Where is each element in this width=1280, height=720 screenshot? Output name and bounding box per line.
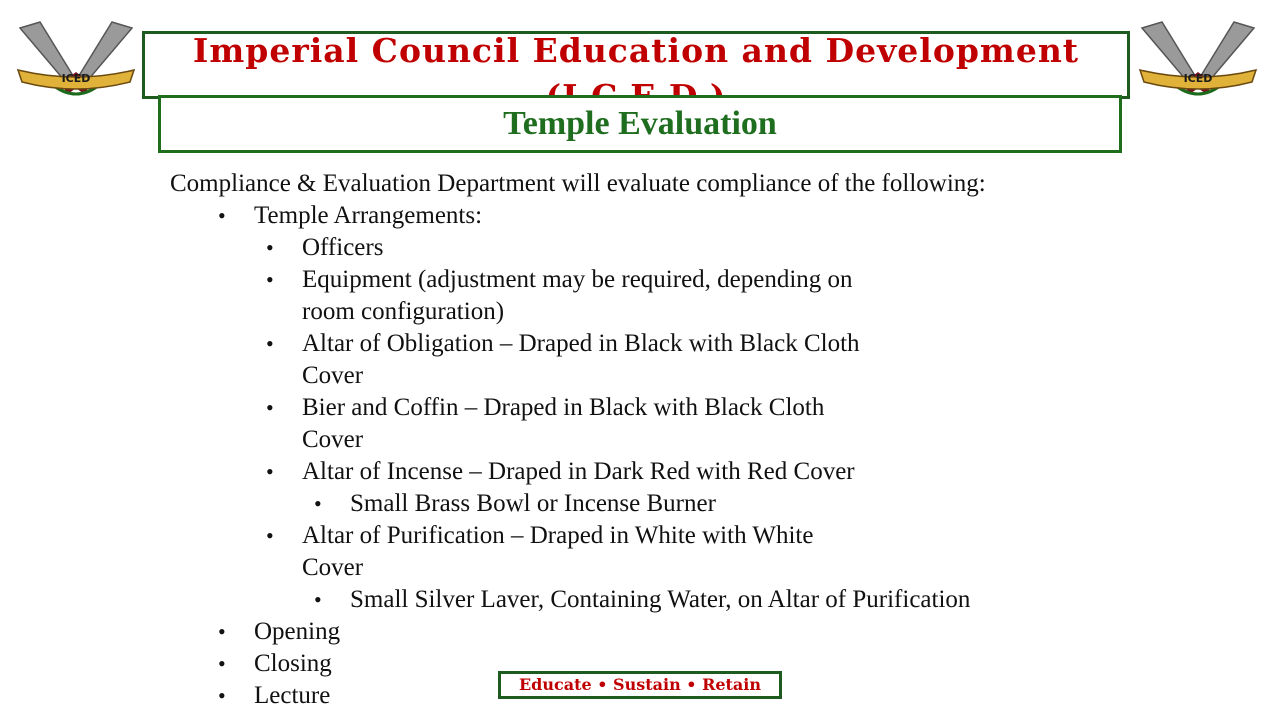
list-item bbox=[170, 392, 862, 456]
bullet-icon: • bbox=[218, 619, 226, 644]
slide-subtitle: Temple Evaluation bbox=[503, 105, 777, 142]
list-item bbox=[170, 616, 1170, 648]
list-item-text: Altar of Purification – Draped in White with White Cover bbox=[302, 522, 814, 581]
footer-tagline: Educate • Sustain • Retain bbox=[498, 671, 782, 699]
bullet-icon: • bbox=[266, 235, 274, 260]
list-item-text: Officers bbox=[302, 234, 384, 261]
list-item bbox=[170, 520, 862, 584]
list-item bbox=[170, 232, 862, 264]
bullet-icon: • bbox=[266, 395, 274, 420]
list-item-text: Altar of Incense – Draped in Dark Red with Red Cover bbox=[302, 458, 855, 485]
bullet-icon: • bbox=[218, 203, 226, 228]
list-item bbox=[170, 584, 1170, 616]
bullet-icon: • bbox=[314, 587, 322, 612]
list-item bbox=[170, 200, 1170, 232]
list-item bbox=[170, 264, 862, 328]
list-item-text: Bier and Coffin – Draped in Black with Black Cloth Cover bbox=[302, 394, 825, 453]
list-item bbox=[170, 328, 862, 392]
slide-content bbox=[170, 168, 1170, 712]
list-item-text: Altar of Obligation – Draped in Black with Black Cloth Cover bbox=[302, 330, 860, 389]
list-item bbox=[170, 456, 862, 488]
list-item-text: Opening bbox=[254, 618, 341, 645]
subtitle-banner bbox=[158, 95, 1122, 153]
list-item-text: Lecture bbox=[254, 682, 331, 709]
page-title: Imperial Council Education and Development bbox=[192, 31, 1080, 70]
logo-text: ICED bbox=[1183, 72, 1213, 85]
iced-logo-left bbox=[14, 20, 138, 102]
list-item-text: Closing bbox=[254, 650, 332, 677]
bullet-icon: • bbox=[266, 267, 274, 292]
list-item-text: Temple Arrangements: bbox=[254, 202, 483, 229]
iced-logo-right bbox=[1136, 20, 1260, 102]
title-banner bbox=[142, 31, 1130, 99]
bullet-list bbox=[170, 200, 1170, 712]
list-item-text: Equipment (adjustment may be required, depending on room configuration) bbox=[302, 266, 853, 325]
bullet-icon: • bbox=[314, 491, 322, 516]
list-item bbox=[170, 488, 1170, 520]
list-item-text: Small Brass Bowl or Incense Burner bbox=[350, 490, 716, 517]
bullet-icon: • bbox=[266, 331, 274, 356]
bullet-icon: • bbox=[266, 523, 274, 548]
logo-text: ICED bbox=[61, 72, 91, 85]
list-item-text: Small Silver Laver, Containing Water, on Altar of Purification bbox=[350, 586, 971, 613]
intro-text: Compliance & Evaluation Department will evaluate compliance of the following: bbox=[170, 170, 986, 197]
bullet-icon: • bbox=[218, 651, 226, 676]
bullet-icon: • bbox=[218, 683, 226, 708]
bullet-icon: • bbox=[266, 459, 274, 484]
